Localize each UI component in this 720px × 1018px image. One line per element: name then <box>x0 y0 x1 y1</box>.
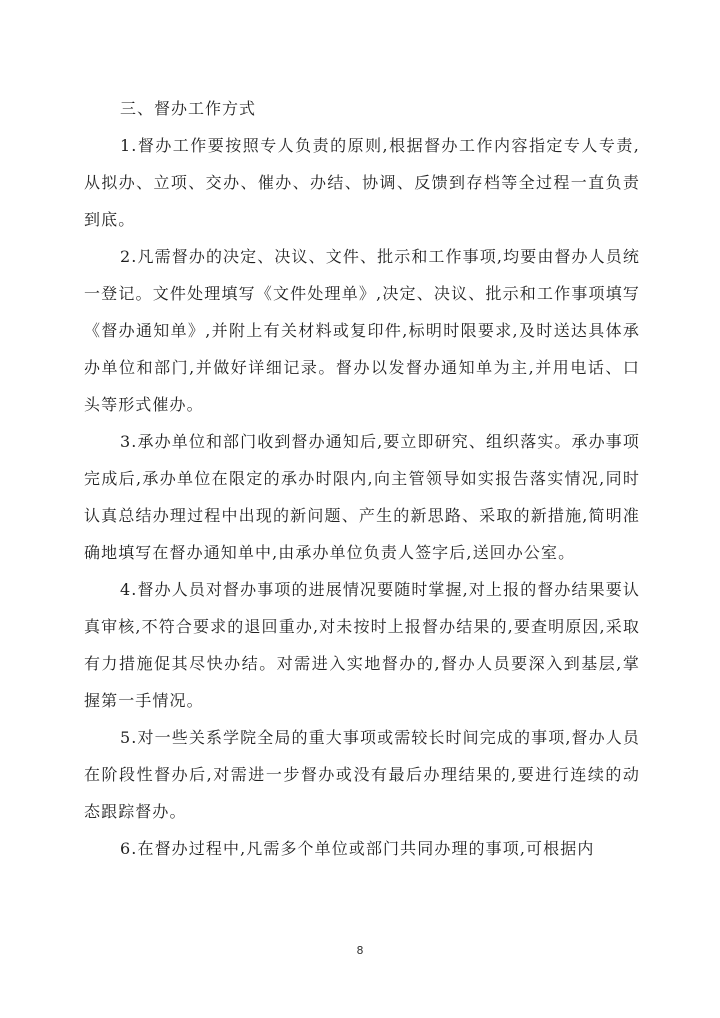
page-body <box>84 90 640 867</box>
paragraph-1: 1.督办工作要按照专人负责的原则,根据督办工作内容指定专人专责,从拟办、立项、交办、催办、办结、协调、反馈到存档等全过程一直负责到底。 <box>84 136 640 229</box>
section-heading: 三、督办工作方式 <box>120 99 257 118</box>
page-number: 8 <box>356 944 364 957</box>
paragraph-3: 3.承办单位和部门收到督办通知后,要立即研究、组织落实。承办事项完成后,承办单位在限定的承办时限内,向主管领导如实报告落实情况,同时认真总结办理过程中出现的新问题、产生的新思路、采取的新措施,简明准确地填写在督办通知单中,由承办单位负责人签字后,送回办公室。 <box>84 432 640 562</box>
paragraph-6: 6.在督办过程中,凡需多个单位或部门共同办理的事项,可根据内 <box>120 839 595 858</box>
paragraph-4: 4.督办人员对督办事项的进展情况要随时掌握,对上报的督办结果要认真审核,不符合要求的退回重办,对未按时上报督办结果的,要查明原因,采取有力措施促其尽快办结。对需进入实地督办的,督办人员要深入到基层,掌握第一手情况。 <box>84 580 640 710</box>
paragraph-2: 2.凡需督办的决定、决议、文件、批示和工作事项,均要由督办人员统一登记。文件处理填写《文件处理单》,决定、决议、批示和工作事项填写《督办通知单》,并附上有关材料或复印件,标明时限要求,及时送达具体承办单位和部门,并做好详细记录。督办以发督办通知单为主,并用电话、口头等形式催办。 <box>84 247 640 414</box>
paragraph-5: 5.对一些关系学院全局的重大事项或需较长时间完成的事项,督办人员在阶段性督办后,对需进一步督办或没有最后办理结果的,要进行连续的动态跟踪督办。 <box>84 728 640 821</box>
